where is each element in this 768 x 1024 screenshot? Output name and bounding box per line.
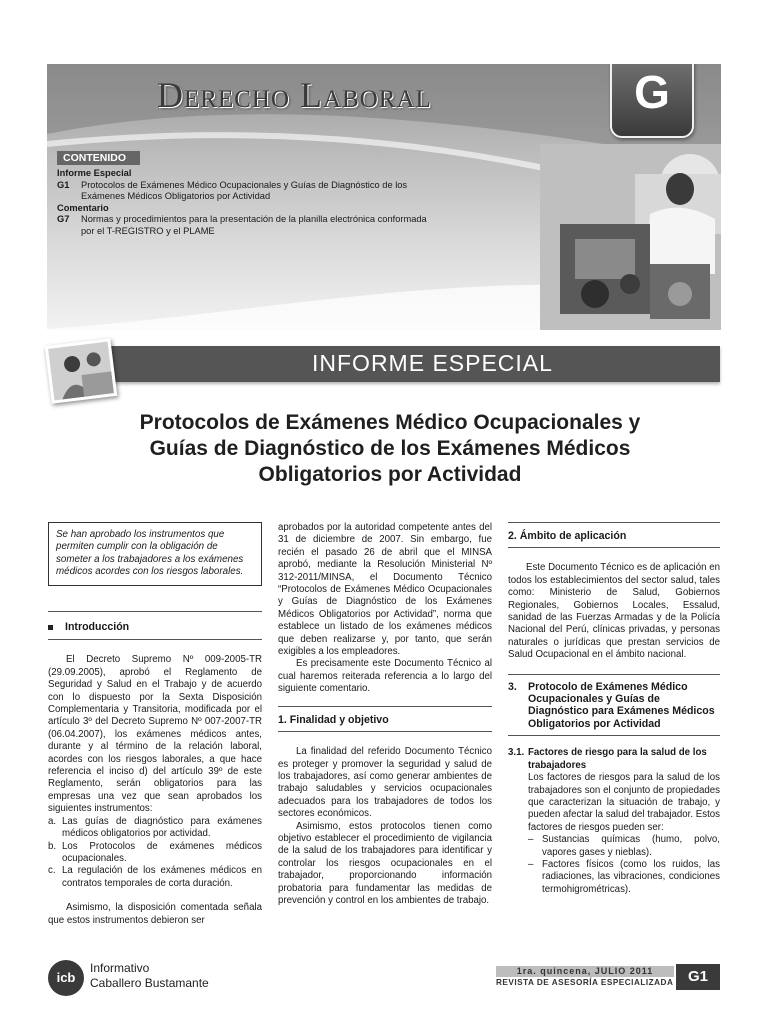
article-title-line: Guías de Diagnóstico de los Exámenes Médicos <box>149 437 631 460</box>
toc-code: G1 <box>57 179 70 190</box>
paragraph: Asimismo, la disposición comentada señala que estos instrumentos debieron ser <box>48 902 262 926</box>
list-text: Sustancias químicas (humo, polvo, vapores gases y nieblas). <box>542 834 720 858</box>
square-bullet-icon <box>48 625 53 630</box>
table-of-contents <box>57 168 477 237</box>
list-item <box>528 859 720 896</box>
paragraph: Es precisamente este Documento Técnico al cual haremos reiterada referencia a lo largo del siguiente comentario. <box>278 658 492 695</box>
section-number: 3. <box>508 680 517 693</box>
list-item <box>48 841 262 866</box>
summary-box: Se han aprobado los instrumentos que permiten cumplir con la obligación de someter a los trabajadores a los exámenes médicos acordes con los riesgos laborales. <box>48 522 262 586</box>
toc-kind: Informe Especial <box>57 168 132 178</box>
toc-title <box>81 214 427 237</box>
list-marker: – <box>528 858 534 870</box>
toc-title-line: Protocolos de Exámenes Médico Ocupacionales y Guías de Diagnóstico de los <box>81 179 408 190</box>
paragraph: El Decreto Supremo Nº 009-2005-TR (29.09.2005), aprobó el Reglamento de Seguridad y Salud en el Trabajo y de acuerdo con lo dispuesto por la Sexta Disposición Complementaria y Transitoria, modificada por el artículo 3º del Decreto Supremo Nº 007-2007-TR (06.04.2007), los exámenes médicos antes, durante y al término de la relación laboral, acordes con los riesgos laborales, a que hace referencia el inciso d) del artículo 39º de este Reglamento, serán obligatorios para las empresas una vez que sean aprobados los siguientes instrumentos: <box>48 654 262 815</box>
column-3 <box>508 522 720 896</box>
publisher-name-line: Informativo <box>90 961 150 975</box>
column-1 <box>48 621 262 927</box>
section-3-heading-label: Protocolo de Exámenes Médico Ocupacionales y Guías de Diagnóstico para Exámenes Médicos Obligatorios por Actividad <box>528 680 715 730</box>
banner-label: INFORME ESPECIAL <box>312 350 553 376</box>
paragraph: Este Documento Técnico es de aplicación en todos los establecimientos del sector salud, tales como: Ministerio de Salud, Gobiernos Regionales, Gobiernos Locales, Essalud, sanidad de las Fuerzas Armadas y de la Policía Nacional del Perú, clínicas privadas, y personas naturales o jurídicas que prestan servicios de Salud Ocupacional en el ámbito nacional. <box>508 562 720 661</box>
section-letter-badge: G <box>610 64 694 138</box>
toc-entry-g7[interactable] <box>57 214 477 237</box>
section-3-heading <box>508 681 720 731</box>
list-text: Las guías de diagnóstico para exámenes médicos obligatorios por actividad. <box>62 815 262 840</box>
page-number: G1 <box>676 964 720 990</box>
subsection-3-1-label: Factores de riesgo para la salud de los trabajadores <box>528 747 707 771</box>
toc-code: G7 <box>57 214 70 224</box>
revista-label: REVISTA DE ASESORÍA ESPECIALIZADA <box>496 978 674 987</box>
toc-title <box>81 180 407 203</box>
list-marker: c. <box>48 865 56 877</box>
paragraph: Los factores de riesgos para la salud de los trabajadores son el conjunto de propiedades que caracterizan la situación de trabajo, y pueden afectar la salud del trabajador. Estos factores de riesgos pueden ser: <box>528 772 720 833</box>
article-title <box>60 410 720 488</box>
subsection-3-1-heading <box>508 747 720 772</box>
banner-photo <box>45 338 118 404</box>
informe-especial-banner <box>106 346 720 382</box>
edition-label: 1ra. quincena, JULIO 2011 <box>496 966 674 977</box>
toc-kind: Comentario <box>57 202 109 213</box>
list-marker: – <box>528 834 534 846</box>
list-item <box>48 865 262 890</box>
list-text: Los Protocolos de exámenes médicos ocupacionales. <box>62 840 262 864</box>
intro-heading <box>48 621 262 633</box>
publisher-name <box>90 961 209 991</box>
list-marker: b. <box>48 840 57 852</box>
section-title: Derecho Laboral <box>157 75 432 115</box>
section-header <box>47 64 721 330</box>
paragraph: La finalidad del referido Documento Técnico es proteger y promover la seguridad y salud de los trabajadores, así como generar ambientes de trabajo saludables y servicios ocupacionales adecuados para los trabajadores de todos los sectores económicos. <box>278 746 492 820</box>
list-item <box>48 816 262 841</box>
divider <box>48 611 262 612</box>
section-number: 3.1. <box>508 747 525 759</box>
column-2 <box>278 522 492 907</box>
list-text: Factores físicos (como los ruidos, las radiaciones, las vibraciones, condiciones termohigrométricas). <box>542 858 720 895</box>
header-photo <box>540 144 721 330</box>
list-marker: a. <box>48 815 57 827</box>
paragraph: Asimismo, estos protocolos tienen como objetivo establecer el procedimiento de vigilancia de la salud de los trabajadores para identificar y controlar los riesgos ocupacionales en el trabajador, proporcionando información probatoria para fundamentar las medidas de prevención y control en los ambientes de trabajo. <box>278 820 492 906</box>
toc-entry-g1[interactable] <box>57 180 477 203</box>
toc-title-line: Exámenes Médicos Obligatorios por Actividad <box>81 191 271 201</box>
section-1-heading: 1. Finalidad y objetivo <box>278 713 389 726</box>
article-title-line: Protocolos de Exámenes Médico Ocupacionales y <box>139 411 641 434</box>
toc-title-line: por el T-REGISTRO y el PLAME <box>81 225 215 236</box>
list-item <box>528 834 720 859</box>
publisher-name-line: Caballero Bustamante <box>90 976 209 990</box>
paragraph: aprobados por la autoridad competente antes del 31 de diciembre de 2007. Sin embargo, fue recién el pasado 26 de abril que el MINSA aprobó, mediante la Resolución Ministerial Nº 312-2011/MINSA, el Documento Técnico “Protocolos de Exámenes Médico Ocupacionales y Guías de Diagnóstico de los Exámenes Médicos Obligatorios por Actividad”, norma que establece un listado de los exámenes médicos que deben realizarse y, por tanto, que serán exigibles a los empleadores. <box>278 522 492 658</box>
intro-heading-label: Introducción <box>65 621 130 633</box>
article-title-line: Obligatorios por Actividad <box>258 463 522 486</box>
contenido-label: CONTENIDO <box>57 151 140 165</box>
publisher-logo: icb <box>48 960 84 996</box>
list-text: La regulación de los exámenes médicos en contratos temporales de corta duración. <box>62 865 262 889</box>
section-2-heading: 2. Ámbito de aplicación <box>508 530 627 542</box>
toc-title-line: Normas y procedimientos para la presentación de la planilla electrónica conformada <box>81 214 427 224</box>
banner-photo-image <box>48 342 114 401</box>
